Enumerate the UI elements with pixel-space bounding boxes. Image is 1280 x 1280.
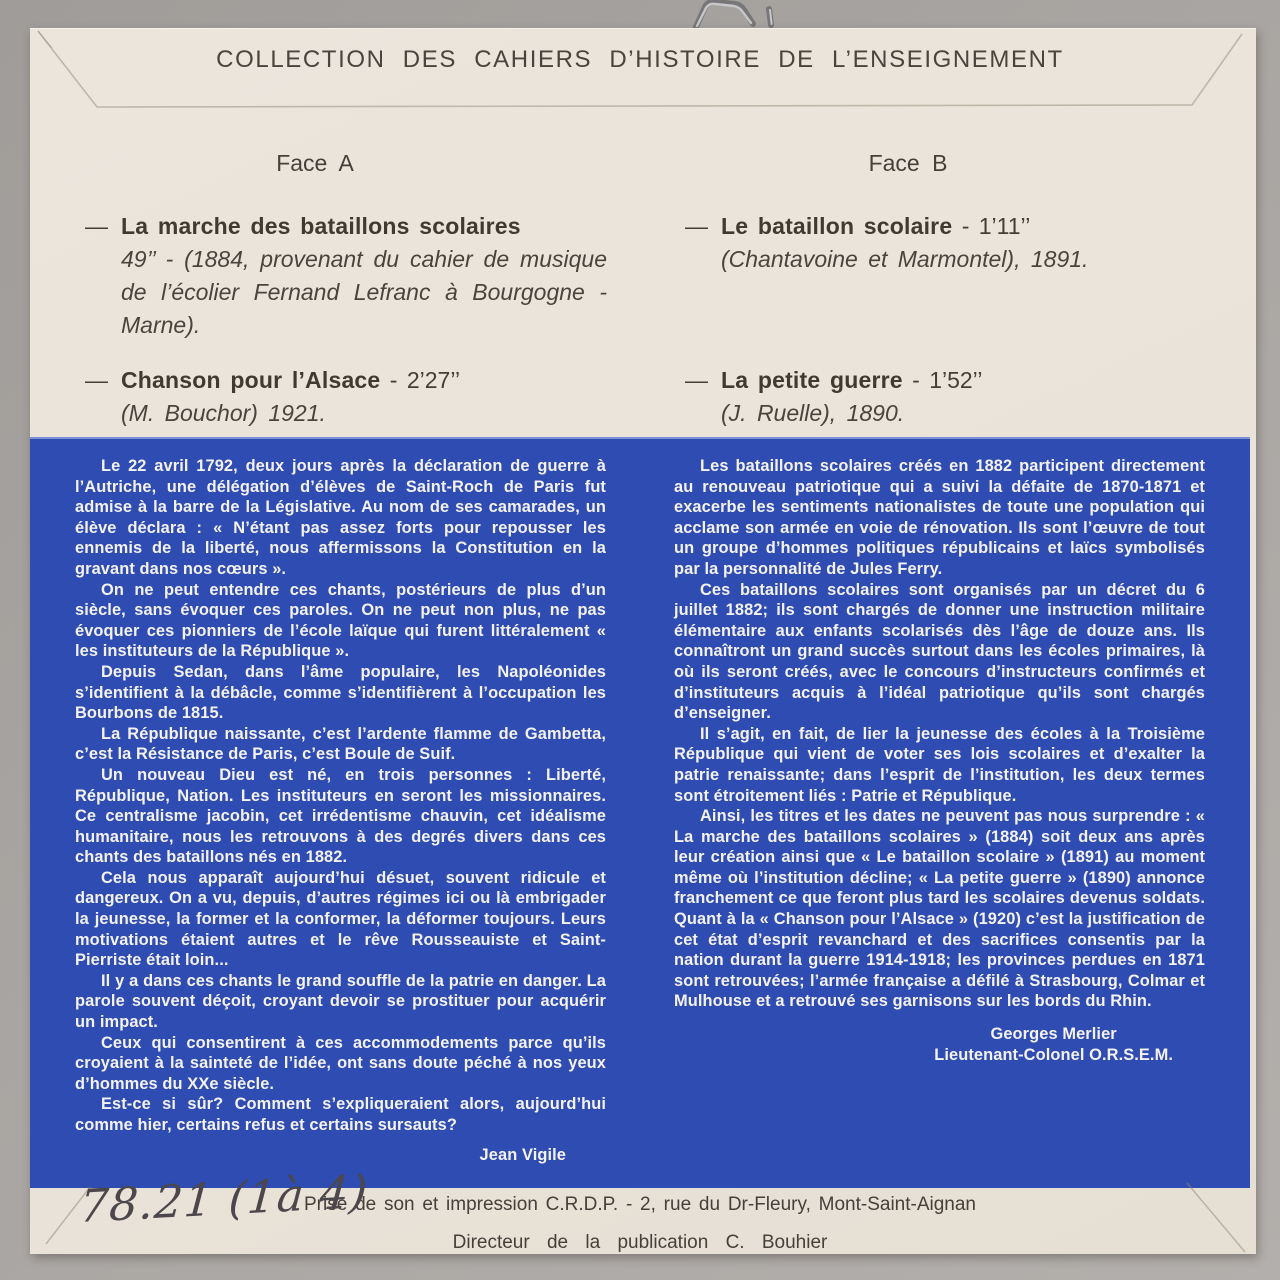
essay-paragraph: Ainsi, les titres et les dates ne peuvent pas nous surprendre : « La marche des bataillons scolaires » (1884) soit deux ans après leur création ainsi que « Le bataillon scolaire » (1891) au moment même où l’institution décline; « La petite guerre » (1890) annonce franchement ce que feront plus tard les scolaires devenus soldats. Quant à la « Chanson pour l’Alsace » (1920) c’est la justification de cet état d’esprit revanchard et des sacrifices consentis par la nation durant la guerre 1914-1918; les provinces perdues en 1871 sont retrouvées; l’armée française a défilé à Strasbourg, Colmar et Mulhouse et a retrouvé ses garnisons sur les bords du Rhin. bbox=[674, 807, 1205, 1011]
essay-paragraph: Ceux qui consentirent à ces accommodements parce qu’ils croyaient à la sainteté de l’idée, ont sans doute péché à nos yeux d’hommes du XXe siècle. bbox=[75, 1033, 606, 1093]
track-note: (M. Bouchor) 1921. bbox=[121, 400, 326, 426]
author-name: Georges Merlier bbox=[990, 1025, 1117, 1044]
face-b-heading: Face B bbox=[868, 150, 948, 176]
essay-paragraph: On ne peut entendre ces chants, postérieurs de plus d’un siècle, sans évoquer ces paroles. On ne peut non plus, ne pas évoquer ces pionniers de l’école laïque qui furent littéralement « les instituteurs de la République ». bbox=[75, 580, 606, 661]
publication-director-line: Directeur de la publication C. Bouhier bbox=[452, 1232, 828, 1253]
author-rank: Lieutenant-Colonel O.R.S.E.M. bbox=[934, 1046, 1173, 1065]
essay-paragraph: Les bataillons scolaires créés en 1882 participent directement au renouveau patriotique qui a suivi la défaite de 1870-1871 et exacerbe les sentiments nationalistes de toute une population qui acclame son armée en voie de rénovation. Ils sont l’œuvre de tout un groupe d’hommes politiques républicains et laïcs symbolisés par la personnalité de Jules Ferry. bbox=[674, 457, 1205, 578]
track-item-a1 bbox=[85, 210, 607, 342]
liner-notes-panel bbox=[30, 437, 1250, 1188]
track-title: La marche des bataillons scolaires bbox=[121, 213, 521, 239]
track-item-a2 bbox=[85, 364, 607, 430]
track-duration: - 1’11’’ bbox=[952, 213, 1031, 239]
essay-paragraph: Il y a dans ces chants le grand souffle de la patrie en danger. La parole souvent déçoit, croyant devoir se prostituer pour acquérir un impact. bbox=[75, 971, 606, 1032]
track-title: Chanson pour l’Alsace bbox=[121, 367, 381, 393]
track-duration: - 1’52’’ bbox=[902, 367, 983, 393]
track-title: La petite guerre bbox=[721, 367, 903, 393]
track-dash: — bbox=[85, 213, 108, 239]
face-a-heading: Face A bbox=[276, 150, 354, 176]
essay-paragraph: Ces bataillons scolaires sont organisés par un décret du 6 juillet 1882; ils sont chargés de donner une instruction militaire élémentaire aux enfants scolarisés dès l’âge de douze ans. Ils connaîtront un grand succès surtout dans les écoles primaires, là où ils seront créés, avec le concours d’instructeurs confirmés et d’instituteurs acquis à l’idéal patriotique qu’ils sont chargés d’enseigner. bbox=[674, 580, 1205, 723]
essay-paragraph: Il s’agit, en fait, de lier la jeunesse des écoles à la Troisième République qui vient de voter ses lois scolaires et d’exalter la patrie renaissante; dans l’esprit de l’institution, les deux termes sont étroitement liés : Patrie et République. bbox=[674, 724, 1205, 805]
essay-paragraph: Le 22 avril 1792, deux jours après la déclaration de guerre à l’Autriche, une délégation d’élèves de Saint-Roch de Paris fut admise à la barre de la Législative. Au nom de ses camarades, un élève déclara : « N’étant pas assez forts pour repousser les ennemis de la liberté, nous affermissons la Constitution en la gravant dans nos cœurs ». bbox=[75, 457, 606, 578]
essay-paragraph: Est-ce si sûr? Comment s’expliqueraient alors, aujourd’hui comme hier, certains refus et certains sursauts? bbox=[75, 1095, 606, 1134]
track-dash: — bbox=[685, 213, 708, 239]
track-note: (J. Ruelle), 1890. bbox=[721, 400, 905, 426]
record-sleeve bbox=[30, 28, 1256, 1254]
track-dash: — bbox=[85, 367, 108, 393]
imprint-line: Prise de son et impression C.R.D.P. - 2, rue du Dr-Fleury, Mont-Saint-Aignan bbox=[304, 1194, 976, 1215]
track-dash: — bbox=[685, 367, 708, 393]
author-signature: Jean Vigile bbox=[479, 1145, 566, 1164]
essay-paragraph: Depuis Sedan, dans l’âme populaire, les Napoléonides s’identifient à la débâcle, comme s’identifièrent à l’occupation les Bourbons de 1815. bbox=[75, 662, 606, 723]
track-item-b2 bbox=[685, 364, 1163, 430]
essay-paragraph: Cela nous apparaît aujourd’hui désuet, souvent ridicule et dangereux. On a vu, depuis, d’autres régimes ici ou là embrigader la jeunesse, la former et la conformer, la déformer toujours. Leurs motivations étaient autres et le rêve Rousseauiste et Saint-Pierriste était loin... bbox=[75, 868, 606, 970]
essay-paragraph: Un nouveau Dieu est né, en trois personnes : Liberté, République, Nation. Les instituteurs en seront les missionnaires. Ce centralisme jacobin, cet irrédentisme chauvin, cet idéalisme humanitaire, nous les retrouvons à des degrés divers dans ces chants des bataillons nés en 1882. bbox=[75, 765, 606, 867]
track-title: Le bataillon scolaire bbox=[721, 213, 953, 239]
liner-notes-left-column bbox=[75, 456, 606, 1188]
track-note: (Chantavoine et Marmontel), 1891. bbox=[721, 246, 1089, 272]
track-duration: - 2’27’’ bbox=[380, 367, 461, 393]
handwritten-catalog-number: 78.21 (1à 4) bbox=[78, 1164, 370, 1233]
collection-title: COLLECTION DES CAHIERS D’HISTOIRE DE L’ENSEIGNEMENT bbox=[216, 46, 1064, 73]
track-item-b1 bbox=[685, 210, 1163, 276]
liner-notes-right-column bbox=[674, 456, 1205, 1188]
author-signature-block bbox=[934, 1024, 1173, 1066]
track-note: 49’’ - (1884, provenant du cahier de musique de l’écolier Fernand Lefranc à Bourgogne - Marne). bbox=[121, 246, 607, 338]
essay-paragraph: La République naissante, c’est l’ardente flamme de Gambetta, c’est la Résistance de Paris, c’est Boule de Suif. bbox=[75, 724, 606, 764]
